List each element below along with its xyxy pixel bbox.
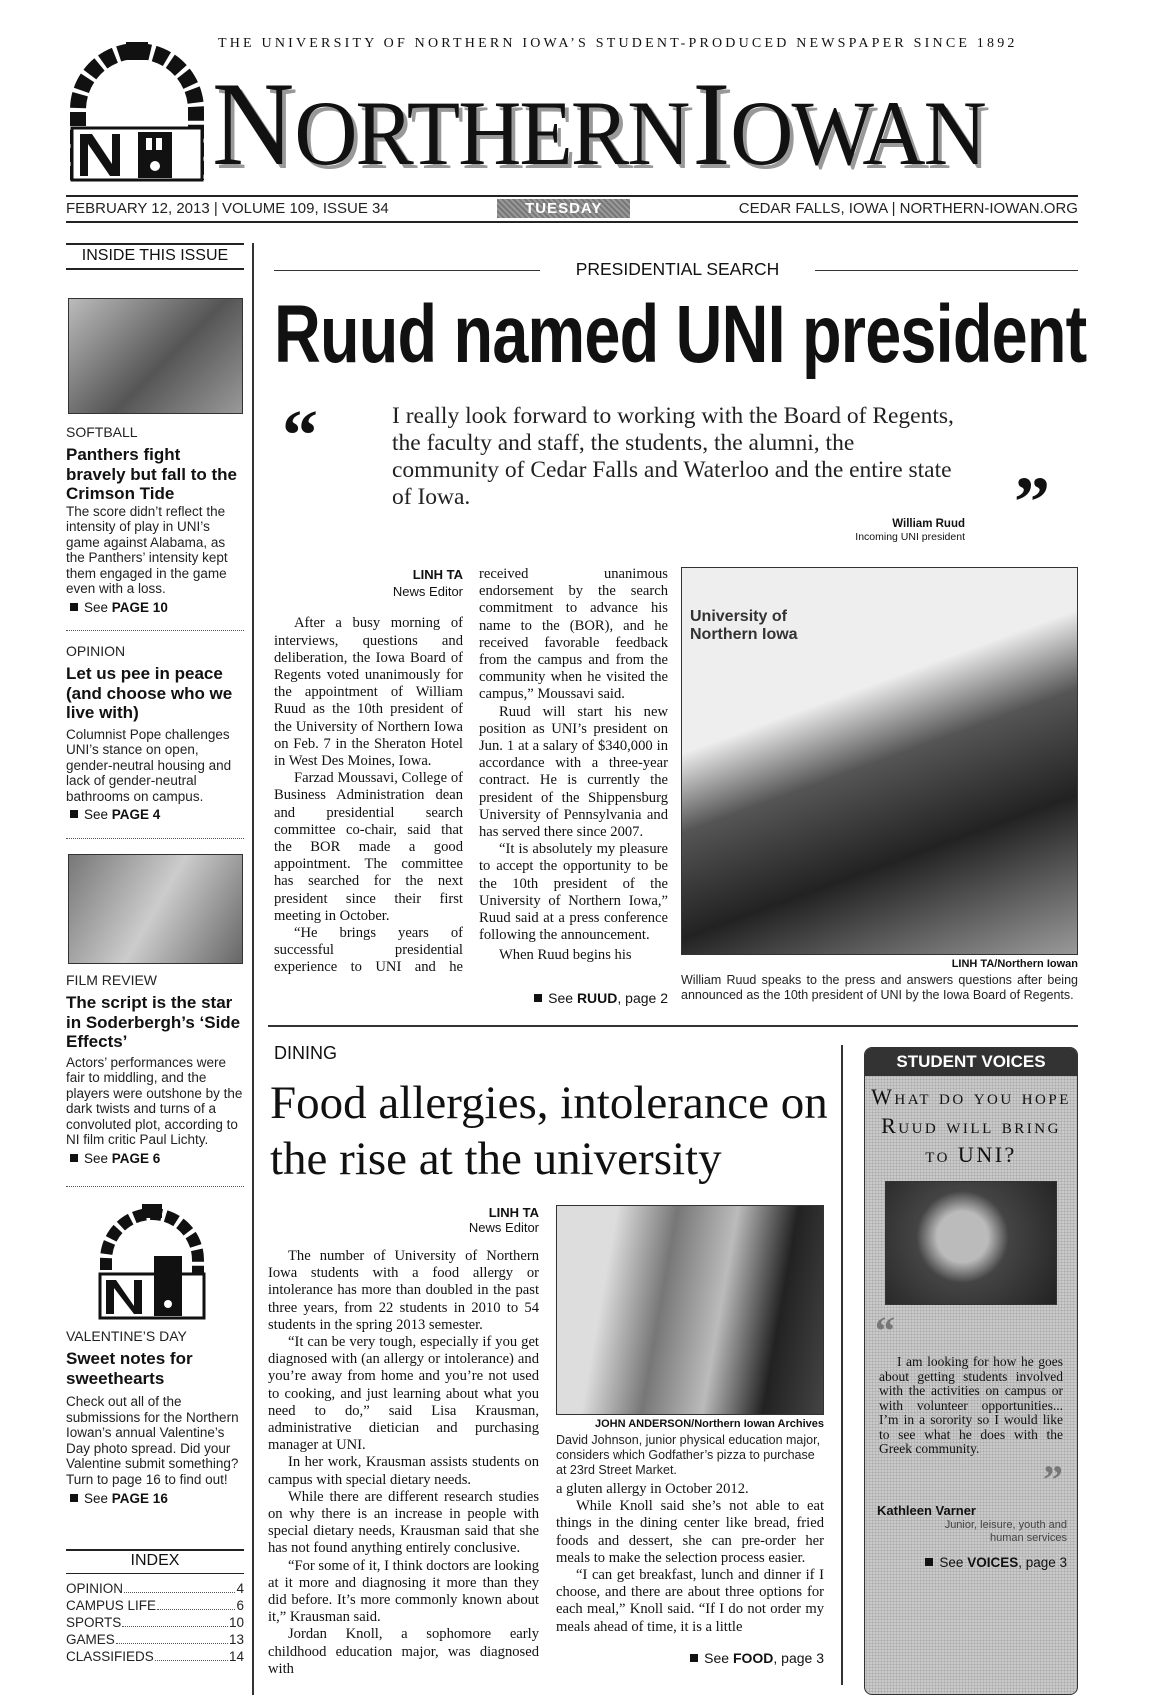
bullet-square-icon [70, 810, 78, 818]
article-paragraph: The number of University of Northern Iowa students with a food allergy or intolerance has more than doubled in the past three years, from 22 students in 2010 to 54 students in the spring 2013 semester. [268, 1248, 539, 1333]
see-page-link[interactable] [66, 807, 244, 822]
quote-title: Incoming UNI president [855, 531, 965, 543]
valentine-ni-logo [96, 1200, 208, 1320]
column-rule [841, 1045, 843, 1685]
jump-link-voices[interactable] [865, 1545, 1077, 1570]
index-page: 4 [236, 1581, 244, 1596]
index-label: GAMES [66, 1632, 115, 1647]
sidebar-item-film-review[interactable] [66, 972, 244, 1166]
ruud-podium-photo[interactable] [681, 567, 1078, 955]
teaser-body: Check out all of the submissions for the Northern Iowan’s annual Valentine’s Day photo spread. Did your Valentine submit something? Turn to page 16 to find out! [66, 1394, 239, 1487]
voices-quote-block [865, 1347, 1077, 1457]
issue-volume: VOLUME 109, ISSUE 34 [221, 200, 389, 217]
jump-slug: RUUD [576, 990, 618, 1006]
separator: | [213, 200, 218, 217]
article-paragraph: “For some of it, I think doctors are looking at it more and diagnosing it more than they did before. It’s more commonly known about it,” Krausman said. [268, 1557, 539, 1626]
masthead-word: OWAN [730, 82, 985, 184]
index-item-sports[interactable] [66, 1614, 244, 1631]
article-paragraph: “It is absolutely my pleasure to accept the opportunity to be the 10th president of the University of Northern Iowa,” Ruud said at a press conference following the announcement. [479, 841, 668, 944]
story-kicker: DINING [274, 1043, 337, 1063]
bullet-square-icon [70, 1154, 78, 1162]
masthead-title [212, 57, 985, 190]
food-article-col1 [268, 1248, 539, 1678]
index-page: 13 [228, 1632, 244, 1647]
sidebar-item-valentines[interactable] [66, 1328, 244, 1506]
see-label: See [704, 1650, 730, 1666]
index-label: SPORTS [66, 1615, 122, 1630]
teaser-headline[interactable]: Panthers fight bravely but fall to the Crimson Tide [66, 445, 237, 503]
open-quote-icon: “ [282, 395, 318, 475]
story-headline[interactable]: Ruud named UNI president [274, 289, 1087, 380]
student-portrait[interactable] [885, 1181, 1057, 1305]
section-label: FILM REVIEW [66, 972, 158, 988]
student-voices-box [864, 1047, 1078, 1695]
article-paragraph: When Ruud begins his [499, 947, 632, 964]
jump-link-food[interactable] [556, 1650, 824, 1666]
film-photo[interactable] [68, 854, 243, 964]
divider [66, 1549, 244, 1551]
divider [66, 1573, 244, 1574]
index-label: OPINION [66, 1581, 124, 1596]
article-paragraph: Jordan Knoll, a sophomore early childhood education major, was diagnosed with [268, 1626, 539, 1677]
article-paragraph: Ruud will start his new position as UNI’s president on Jun. 1 at a salary of $340,000 in accordance with a three-year contract. He is currently the president of the Shippensburg University of Pennsylvania and has served there since 2007. [479, 703, 668, 841]
article-paragraph: While Knoll said she’s not able to eat things in the dining center like bread, fried foods and dessert, she can pre-order her meals to make the selection process easier. [556, 1498, 824, 1566]
article-paragraph: Farzad Moussavi, College of Business Administration dean and presidential search committee co-chair, said that the BOR made a good appointment. The committee has searched for the next president since their first meeting in October. [274, 770, 463, 924]
teaser-body: The score didn’t reflect the intensity of play in UNI’s game against Alabama, as the Panthers’ intensity kept them engaged in the game even with a loss. [66, 503, 228, 597]
issue-date: FEBRUARY 12, 2013 [66, 200, 210, 217]
dotted-divider [66, 630, 244, 631]
byline-name: LINH TA [412, 567, 463, 582]
sidebar-item-opinion[interactable] [66, 643, 244, 822]
index-label: CLASSIFIEDS [66, 1649, 154, 1664]
article-paragraph: “I can get breakfast, lunch and dinner if I choose, and there are about three options for each meal,” Knoll said. “If I do not order my meals ahead of time, it is a little [556, 1567, 824, 1635]
byline [274, 566, 463, 600]
photo-backdrop-text: University of Northern Iowa [690, 608, 798, 643]
byline-title: News Editor [392, 584, 463, 600]
bullet-square-icon [690, 1654, 698, 1662]
photo-caption: David Johnson, junior physical education major, considers which Godfather’s pizza to purchase at 23rd Street Market. [556, 1433, 821, 1477]
column-rule [252, 243, 254, 1695]
website-link[interactable]: NORTHERN-IOWAN.ORG [899, 200, 1078, 217]
divider [66, 268, 244, 270]
teaser-body: Actors’ performances were fair to middling, and the players were outshone by the dark twists and turns of a convoluted plot, according to NI film critic Paul Lichty. [66, 1054, 243, 1148]
softball-photo[interactable] [68, 298, 243, 414]
index-title: INDEX [130, 1552, 180, 1569]
article-paragraph: After a busy morning of interviews, questions and deliberation, the Iowa Board of Regents voted unanimously for the appointment of William Ruud as the 10th president of the University of Northern Iowa on Feb. 7 in the Sheraton Hotel in West Des Moines, Iowa. [274, 615, 463, 770]
teaser-body: Columnist Pope challenges UNI’s stance on open, gender-neutral housing and lack of gender-neutral bathrooms on campus. [66, 726, 232, 804]
section-label: OPINION [66, 643, 126, 659]
see-page-link[interactable] [66, 600, 244, 615]
index-item-classifieds[interactable] [66, 1648, 244, 1665]
jump-link-ruud[interactable] [478, 990, 668, 1006]
pull-quote: I really look forward to working with the Board of Regents, the faculty and staff, the students, the alumni, the community of Cedar Falls and Waterloo and the entire state of Iowa. [392, 403, 954, 510]
page-ref: PAGE 16 [111, 1490, 168, 1506]
section-label: VALENTINE’S DAY [66, 1328, 187, 1344]
quote-name: William Ruud [892, 518, 965, 530]
divider [66, 195, 1078, 197]
article-paragraph: a gluten allergy in October 2012. [556, 1481, 749, 1497]
dotted-divider [66, 838, 244, 839]
voices-quote: I am looking for how he goes about getting students involved with the activities on campus or with volunteer opportunities... I’m in a sorority so I would like to see what he does with the Greek community. [879, 1354, 1063, 1456]
index-page: 6 [236, 1598, 244, 1613]
bullet-square-icon [925, 1558, 933, 1566]
voices-question: What do you hope Ruud will bring to UNI? [871, 1084, 1071, 1167]
ni-logo [68, 40, 206, 182]
bullet-square-icon [70, 603, 78, 611]
student-name: Kathleen Varner [877, 1502, 976, 1518]
voices-header: STUDENT VOICES [865, 1048, 1077, 1076]
index-item-opinion[interactable] [66, 1580, 244, 1597]
byline-title: News Editor [468, 1220, 539, 1235]
see-label: See [939, 1554, 964, 1570]
index-label: CAMPUS LIFE [66, 1598, 157, 1613]
see-label: See [84, 600, 109, 616]
article-paragraph: “It can be very tough, especially if you get diagnosed with (an allergy or intolerance) and you’re away from home and you’re not used to cooking, and just learning about what you need to do,” said Lisa Krausman, administrative dietician and purchasing manager at UNI. [268, 1334, 539, 1454]
masthead-letter: I [692, 57, 731, 190]
index-list [66, 1580, 244, 1665]
photo-credit: JOHN ANDERSON/Northern Iowan Archives [594, 1418, 824, 1430]
teaser-headline[interactable]: Sweet notes for sweethearts [66, 1349, 193, 1388]
photo-credit: LINH TA/Northern Iowan [951, 958, 1078, 970]
teaser-headline[interactable]: Let us pee in peace (and choose who we live with) [66, 664, 233, 722]
masthead-letter: N [212, 57, 295, 190]
article-paragraph: “He brings years of successful presidential experience to UNI and he received unanimous endorsement by the search commitment to advance his name to the (BOR), and he received favorable feedback from the campus and from the community when he visited the campus,” Moussavi said. [274, 566, 668, 976]
jump-page: , page 2 [617, 990, 668, 1006]
sidebar-title: INSIDE THIS ISSUE [81, 247, 229, 264]
jump-slug: FOOD [732, 1650, 774, 1666]
divider [66, 221, 1078, 223]
page-ref: PAGE 6 [111, 1151, 161, 1167]
index-item-campus-life[interactable] [66, 1597, 244, 1614]
index-item-games[interactable] [66, 1631, 244, 1648]
index-page: 14 [228, 1649, 244, 1664]
bullet-square-icon [70, 1494, 78, 1502]
article-paragraph: In her work, Krausman assists students on campus with special dietary needs. [268, 1454, 539, 1488]
page-ref: PAGE 4 [111, 807, 161, 823]
byline-name: LINH TA [488, 1205, 539, 1220]
pizza-market-photo[interactable] [556, 1205, 824, 1415]
story-kicker: PRESIDENTIAL SEARCH [540, 259, 815, 279]
location: CEDAR FALLS, IOWA [738, 200, 888, 217]
open-quote-icon: “ [875, 1308, 895, 1353]
see-label: See [84, 1151, 109, 1167]
bullet-square-icon [534, 994, 542, 1002]
see-page-link[interactable] [66, 1151, 244, 1166]
section-divider [268, 1025, 1078, 1027]
close-quote-icon: ” [1043, 1456, 1063, 1502]
separator: | [891, 200, 896, 217]
jump-page: , page 3 [773, 1650, 824, 1666]
teaser-headline[interactable]: The script is the star in Soderbergh’s ‘Side Effects’ [66, 993, 241, 1051]
index-page: 10 [228, 1615, 244, 1630]
masthead-tagline: THE UNIVERSITY OF NORTHERN IOWA’S STUDENT-PRODUCED NEWSPAPER SINCE 1892 [218, 36, 1018, 51]
jump-page: , page 3 [1018, 1554, 1067, 1570]
story-headline[interactable]: Food allergies, intolerance on the rise at the university [270, 1077, 828, 1185]
student-title: Junior, leisure, youth and human services [944, 1518, 1067, 1544]
see-label: See [548, 990, 574, 1006]
photo-caption: William Ruud speaks to the press and answers questions after being announced as the 10th president of UNI by the Iowa Board of Regents. [681, 973, 1078, 1002]
see-label: See [84, 1490, 109, 1506]
ruud-article-body [274, 566, 668, 986]
see-label: See [84, 807, 109, 823]
dateline [66, 199, 1078, 218]
byline [268, 1205, 539, 1235]
article-paragraph: While there are different research studies on why there is an increase in people with special dietary needs, Krausman said that she has not found anything entirely conclusive. [268, 1488, 539, 1557]
sidebar-item-softball[interactable] [66, 424, 244, 615]
food-article-col2 [556, 1481, 824, 1636]
pull-quote-attribution [820, 518, 965, 544]
section-label: SOFTBALL [66, 424, 138, 440]
masthead-word: ORTHERN [294, 82, 689, 184]
dotted-divider [66, 1186, 244, 1187]
page-ref: PAGE 10 [111, 600, 168, 616]
day-badge: TUESDAY [497, 199, 630, 218]
jump-slug: VOICES [967, 1554, 1019, 1570]
close-quote-icon: ” [1014, 462, 1050, 542]
see-page-link[interactable] [66, 1491, 244, 1506]
divider [66, 243, 244, 245]
